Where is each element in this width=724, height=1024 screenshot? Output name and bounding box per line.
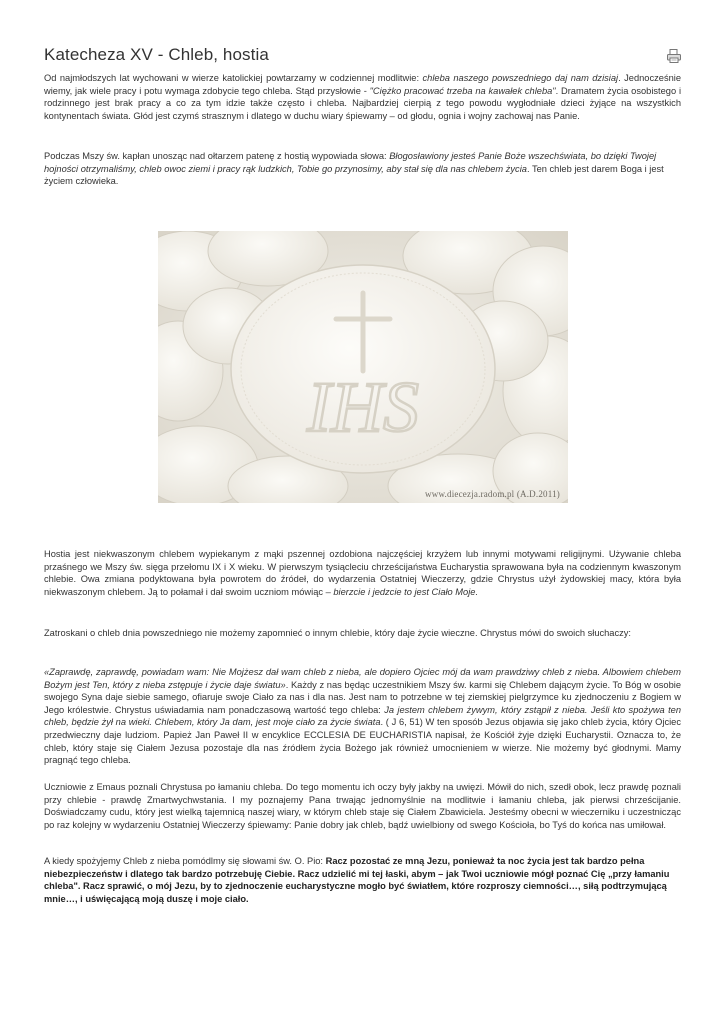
paragraph-eternal-bread: [44, 627, 681, 640]
text-segment: . ( J 6, 51) W ten sposób Jezus objawia się jako chleb życia, który Ojciec przedwieczny daje ludziom. Papież Jan Paweł II w encyklice ECCLESIA DE EUCHARISTIA napisał, że Kościół żyje dzięki Eucharystii. Oznacza to, że chleb, który staje się Ciałem Jezusa pozostaje dla nas źródłem życia Bożego jak również umocnieniem w wierze. Nie możemy być głodnymi. Mamy pragnąć tego chleba.: [44, 717, 681, 766]
text-segment: Od najmłodszych lat wychowani w wierze katolickiej powtarzamy w codziennej modlitwie:: [44, 73, 423, 83]
text-segment: . Każdy z nas będąc uczestnikiem Mszy św. karmi się Chlebem dającym życie. To Bóg w osobie swojego Syna daje siebie samego, ofiaruje swoje Ciało za nas i dla nas. Jest nam to potrzebne w tej ziemskiej pielgrzymce ku zjednoczeniu z Bogiem w Jego królestwie. Chrystus uświadamia nam ponadczasową wartość tego chleba:: [44, 679, 681, 715]
paragraph-prayer: [44, 855, 681, 905]
image-watermark: www.diecezja.radom.pl (A.D.2011): [425, 489, 560, 499]
paragraph-gospel: [44, 666, 681, 767]
paragraph-host-definition: [44, 548, 681, 598]
text-segment: Uczniowie z Emaus poznali Chrystusa po łamaniu chleba. Do tego momentu ich oczy były jakby na uwięzi. Mówił do nich, szedł obok, lecz prawdę poznali przy chlebie - prawdę Zmartwychwstania. I my poznajemy Pana trwając jednomyślnie na modlitwie i łamaniu chleba, jak pierwsi chrześcijanie. Doświadczamy cudu, który jest wielką tajemnicą naszej wiary, w którym chleb staje się Ciałem Zbawiciela. Jesteśmy obecni w wieczerniku i uczestnicząc po raz kolejny w wydarzeniu Ostatniej Wieczerzy śpiewamy: Panie dobry jak chleb, bądź uwielbiony od swego Kościoła, bo Tyś do końca nas umiłował.: [44, 782, 681, 830]
text-segment-italic: "Ciężko pracować trzeba na kawałek chleba": [369, 85, 556, 96]
hosts-illustration: [158, 231, 568, 503]
hosts-photo: [158, 231, 568, 503]
text-segment: . Dramatem życia osobistego i rodzinnego jest brak pracy a co za tym idzie także często i chleba. Najbardziej cierpią z tego powodu wygłodniałe dzieci żyjące na wszystkich kontynentach świata. Głód jest czymś strasznym i dlatego w duchu wiary śpiewamy – od głodu, ognia i wojny zachowaj nas Panie.: [44, 85, 682, 121]
text-segment: Podczas Mszy św. kapłan unosząc nad ołtarzem patenę z hostią wypowiada słowa:: [44, 151, 390, 161]
paragraph-intro: [44, 72, 681, 122]
text-segment-italic: «Zaprawdę, zaprawdę, powiadam wam: Nie Mojżesz dał wam chleb z nieba, ale dopiero Ojciec mój da wam prawdziwy chleb z nieba. Albowiem chlebem Bożym jest Ten, który z nieba zstępuje i życie daje światu»: [44, 667, 681, 690]
ihs-monogram: IHS: [307, 367, 419, 447]
text-segment: Hostia jest niekwaszonym chlebem wypiekanym z mąki pszennej ozdobiona najczęściej krzyżem lub innymi motywami religijnymi. Używanie chleba przaśnego we Mszy św. sięga przełomu IX i X wieku. W pierwszym tysiącleciu chrześcijaństwa Eucharystia sprawowana była na codziennym kwaszonym chlebie. Owa zmiana podyktowana była powrotem do źródeł, do wydarzenia Ostatniej Wieczerzy, gdzie Chrystus użył żydowskiej macy, która była niekwaszonym chlebem. Ją to połamał i dał swoim uczniom mówiąc –: [44, 549, 681, 597]
text-segment-italic: Ja jestem chlebem żywym, który zstąpił z nieba. Jeśli kto spożywa ten chleb, będzie żył na wieki. Chlebem, który Ja dam, jest moje ciało za życie świata: [44, 704, 682, 728]
page-title: Katecheza XV - Chleb, hostia: [44, 45, 269, 64]
text-segment: A kiedy spożyjemy Chleb z nieba pomódlmy się słowami św. O. Pio:: [44, 856, 326, 866]
text-segment-italic: Błogosławiony jesteś Panie Boże wszechświata, bo dzięki Twojej hojności otrzymaliśmy, chleb owoc ziemi i pracy rąk ludzkich, Tobie go przynosimy, aby stał się dla nas chlebem życia: [44, 151, 657, 174]
paragraph-emmaus: [44, 781, 681, 831]
text-segment: . Jednocześnie wiemy, jak wiele pracy i potu wymaga zdobycie tego chleba. Stąd przysłowie -: [44, 73, 681, 96]
text-segment-italic: chleba naszego powszedniego daj nam dzisiaj: [422, 73, 619, 83]
text-segment: . Ten chleb jest darem Boga i jest życiem człowieka.: [44, 163, 664, 187]
text-segment: Zatroskani o chleb dnia powszedniego nie możemy zapomnieć o innym chlebie, który daje życie wieczne. Chrystus mówi do swoich słuchaczy:: [44, 628, 632, 638]
text-segment-bold: Racz pozostać ze mną Jezu, ponieważ ta noc życia jest tak bardzo pełna niebezpieczeństw i dlatego tak bardzo potrzebuję Ciebie. Racz udzielić mi tej łaski, abym – jak Twoi uczniowie mógł poznać Cię „przy łamaniu chleba". Racz sprawić, o mój Jezu, by to zjednoczenie eucharystyczne mogło być światłem, które rozproszy ciemności…, siłą podtrzymującą mnie…, i uświęcającą moją duszę i moje ciało.: [44, 856, 670, 904]
paragraph-mass: [44, 150, 681, 188]
printer-icon[interactable]: [666, 48, 682, 64]
text-segment-italic: bierzcie i jedzcie to jest Ciało Moje.: [333, 586, 479, 597]
